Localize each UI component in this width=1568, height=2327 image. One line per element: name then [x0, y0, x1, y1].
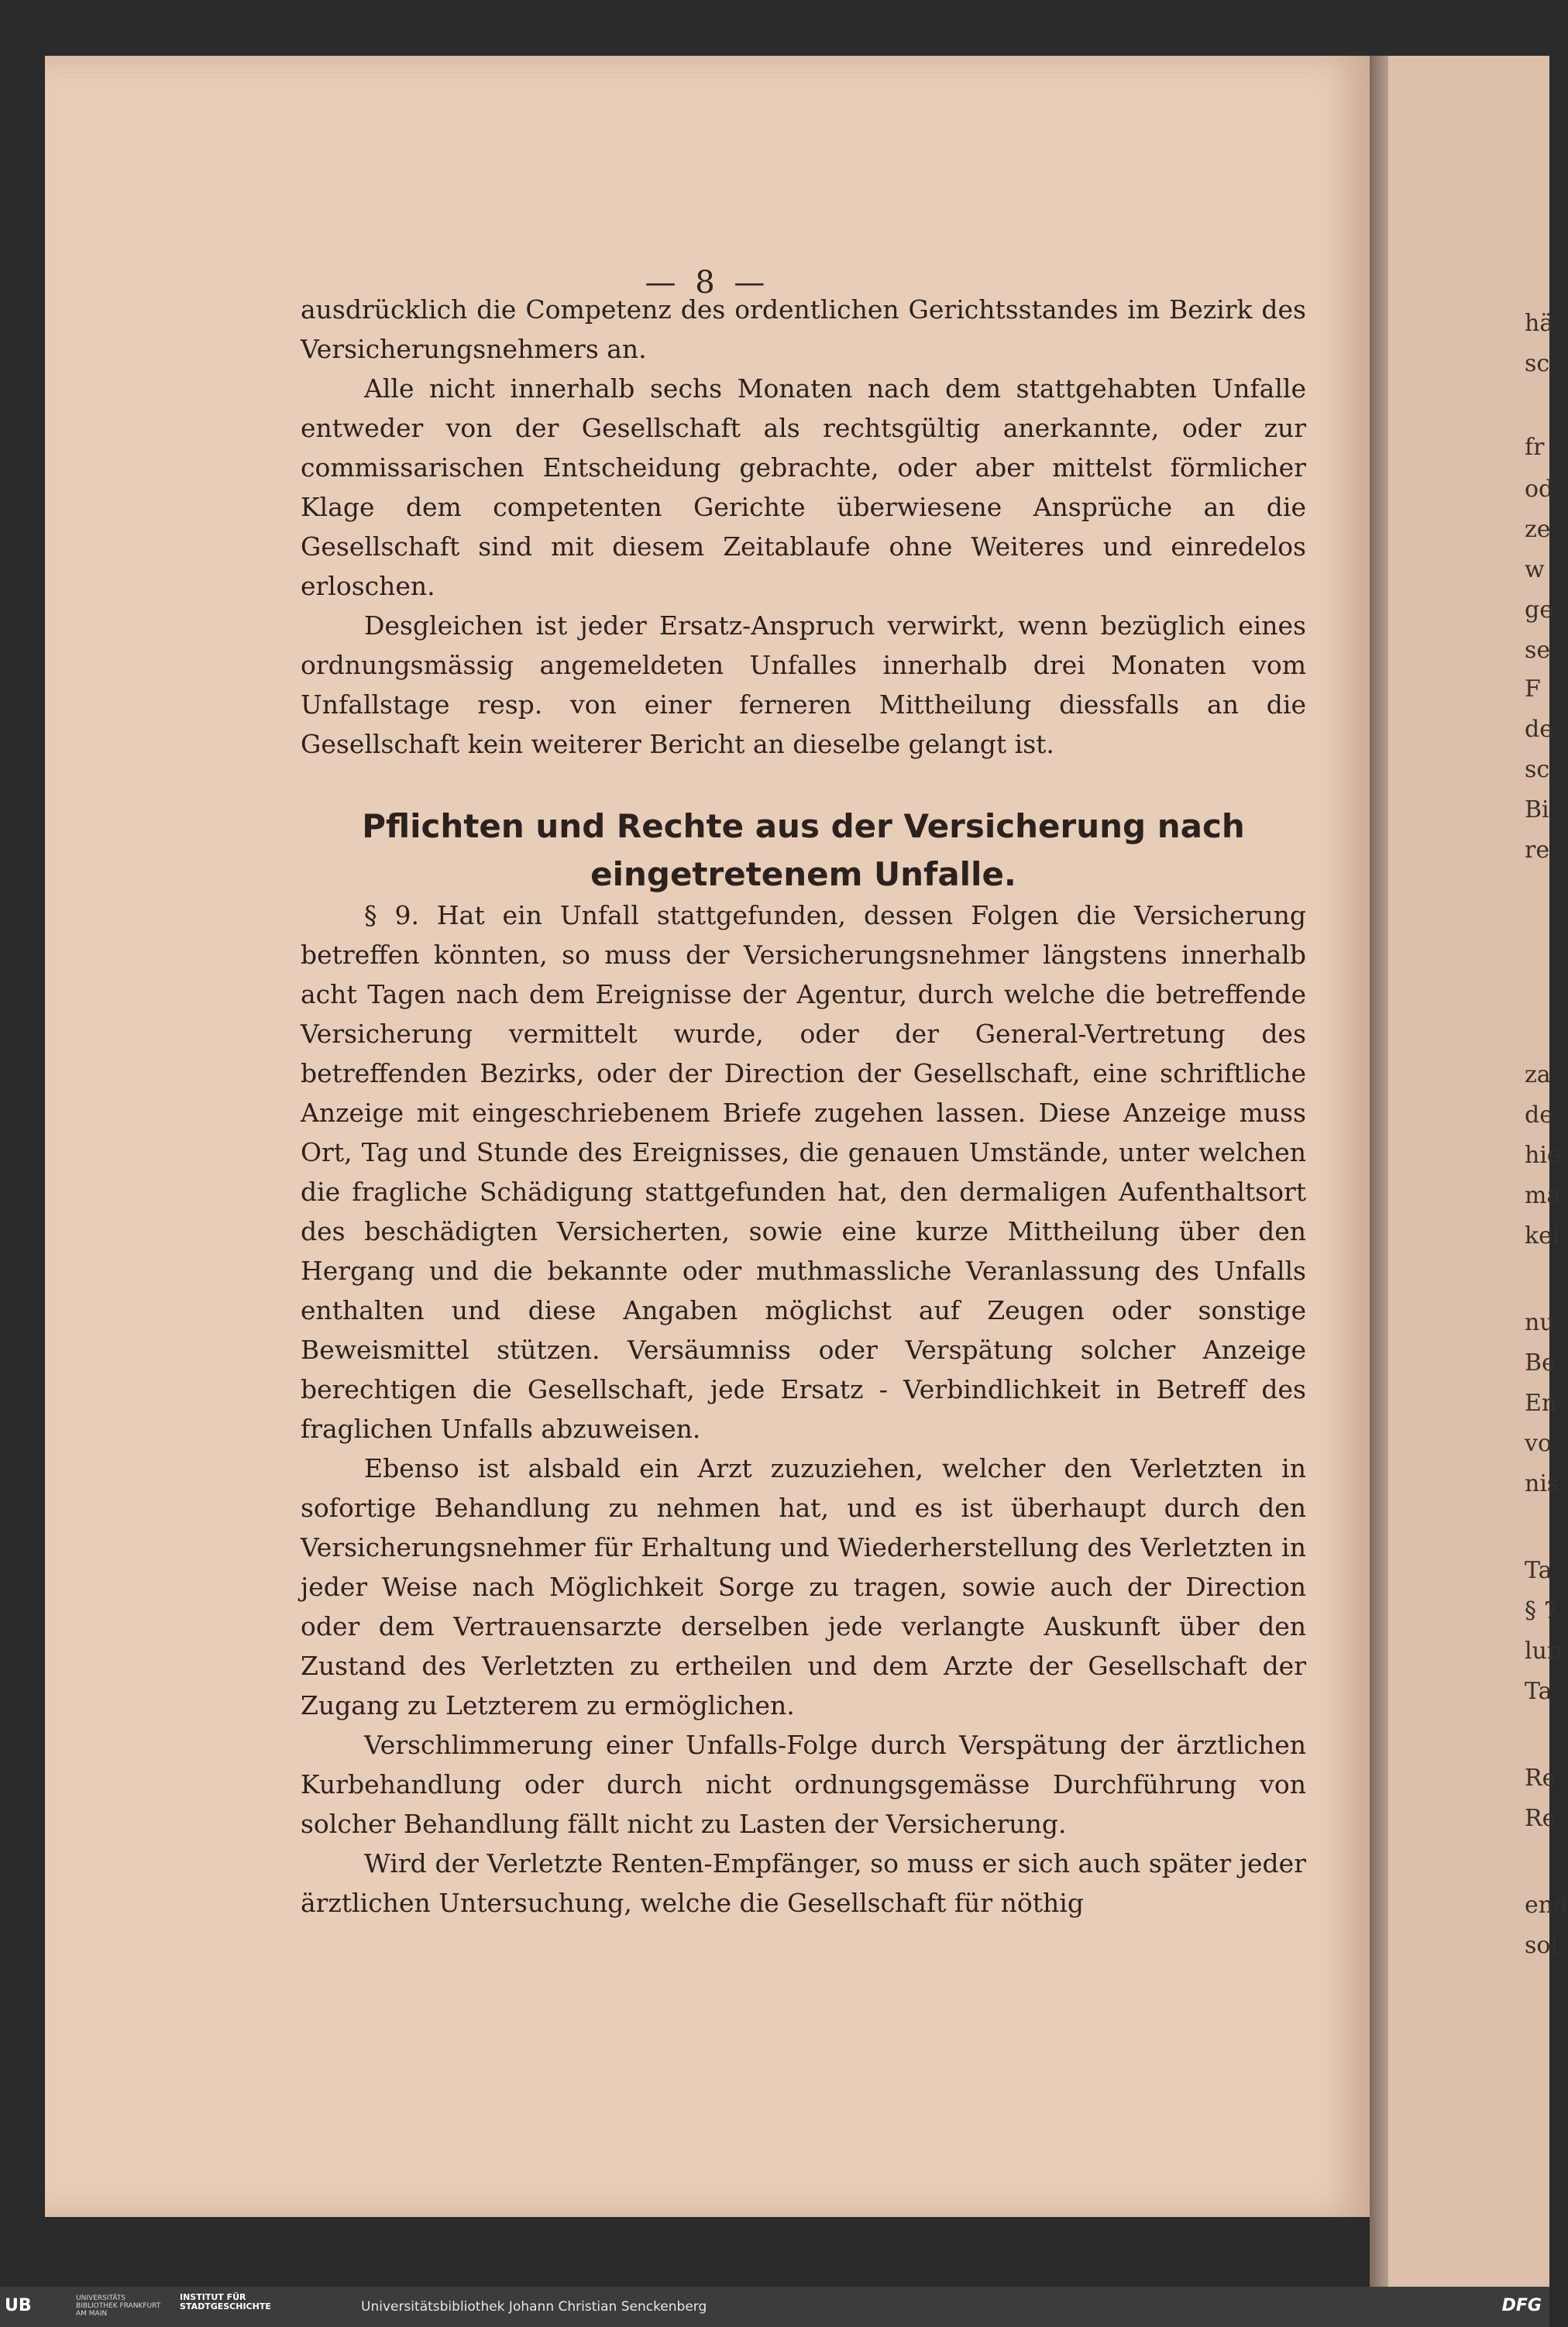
library-credit: Universitätsbibliothek Johann Christian Senckenberg	[361, 2299, 707, 2315]
facing-page-fragment: kei	[1525, 1222, 1560, 1249]
facing-page-fragment: sc	[1525, 756, 1550, 783]
facing-page-fragment: ma	[1525, 1182, 1561, 1209]
institute-logo[interactable]: INSTITUT FÜR STADTGESCHICHTE	[180, 2292, 271, 2312]
facing-page-fragment: ze	[1525, 516, 1551, 543]
facing-page-fragment: Re	[1525, 1765, 1556, 1792]
facing-page-fragment: Ta	[1525, 1678, 1553, 1705]
paragraph-1: ausdrücklich die Competenz des ordentlichen Gerichtsstandes im Bezirk des Versicherungsnehmers an.	[301, 294, 1306, 364]
facing-page-fragment: ge	[1525, 596, 1553, 624]
document-page	[45, 56, 1370, 2217]
facing-page-fragment: sol	[1525, 1932, 1559, 1959]
footer-bar	[0, 2287, 1549, 2327]
facing-page-fragment: nis	[1525, 1470, 1559, 1497]
paragraphs-top	[301, 290, 1306, 764]
facing-page-fragment: Re	[1525, 1805, 1556, 1832]
page-gutter	[1370, 56, 1388, 2287]
facing-page-fragment: od	[1525, 476, 1554, 503]
facing-page-fragment: Bi	[1525, 796, 1549, 823]
facing-page-fragment: Ta	[1525, 1557, 1553, 1584]
facing-page-fragment: se	[1525, 637, 1551, 664]
paragraph-4: § 9. Hat ein Unfall stattgefunden, dessen Folgen die Versicherung betreffen könnten, so muss der Versicherungsnehmer längstens innerhalb acht Tagen nach dem Ereignisse der Agentur, durch welche die betreffende Versicherung vermittelt wurde, oder der General-Vertretung des betreffenden Bezirks, oder der Direction der Gesellschaft, eine schriftliche Anzeige mit eingeschriebenem Briefe zugehen lassen. Diese Anzeige muss Ort, Tag und Stunde des Ereignisses, die genauen Umstände, unter welchen die fragliche Schädigung stattgefunden hat, den dermaligen Aufenthaltsort des beschädigten Versicherten, sowie eine kurze Mittheilung über den Hergang und die bekannte oder muthmassliche Veranlassung des Unfalls enthalten und diese Angaben möglichst auf Zeugen oder sonstige Beweismittel stützen. Versäumniss oder Verspätung solcher Anzeige berechtigen die Gesellschaft, jede Ersatz - Verbindlichkeit in Betreff des fraglichen Unfalls abzuweisen.	[301, 900, 1306, 1444]
paragraph-3: Desgleichen ist jeder Ersatz-Anspruch verwirkt, wenn bezüglich eines ordnungsmässig angemeldeten Unfalles innerhalb drei Monaten vom Unfallstage resp. von einer ferneren Mittheilung diessfalls an die Gesellschaft kein weiterer Bericht an dieselbe gelangt ist.	[301, 610, 1306, 759]
facing-page-fragment: w	[1525, 556, 1545, 583]
paragraphs-bottom	[301, 895, 1306, 1923]
facing-page-fragment: lun	[1525, 1638, 1563, 1665]
facing-page-fragment: fr	[1525, 434, 1545, 461]
paragraph-6: Verschlimmerung einer Unfalls-Folge durch Verspätung der ärztlichen Kurbehandlung oder durch nicht ordnungsgemässe Durchführung von solcher Behandlung fällt nicht zu Lasten der Versicherung.	[301, 1730, 1306, 1839]
section-heading-line-1: Pflichten und Rechte aus der Versicherung nach	[362, 807, 1245, 845]
facing-page-fragment: F	[1525, 675, 1541, 703]
facing-page-fragment: za	[1525, 1061, 1551, 1088]
paragraph-7: Wird der Verletzte Renten-Empfänger, so muss er sich auch später jeder ärztlichen Untersuchung, welche die Gesellschaft für nöthig	[301, 1848, 1306, 1918]
ub-logo[interactable]: UB	[5, 2296, 32, 2315]
facing-page-fragment: Be	[1525, 1349, 1556, 1377]
section-heading-line-2: eingetretenem Unfalle.	[590, 855, 1016, 893]
ub-logo-subtext: UNIVERSITÄTS BIBLIOTHEK FRANKFURT AM MAIN	[76, 2294, 161, 2318]
facing-page-fragment: sc	[1525, 350, 1550, 377]
facing-page-fragment: de	[1525, 1102, 1553, 1129]
facing-page-fragment: de	[1525, 716, 1553, 743]
section-heading	[301, 803, 1306, 899]
paragraph-5: Ebenso ist alsbald ein Arzt zuzuziehen, welcher den Verletzten in sofortige Behandlung zu nehmen hat, und es ist überhaupt durch den Versicherungsnehmer für Erhaltung und Wiederherstellung des Verletzten in jeder Weise nach Möglichkeit Sorge zu tragen, sowie auch der Direction oder dem Vertrauensarzte derselben jede verlangte Auskunft über den Zustand des Verletzten zu ertheilen und dem Arzte der Gesellschaft der Zugang zu Letzterem zu ermöglichen.	[301, 1453, 1306, 1720]
facing-page-fragment: § 7	[1525, 1597, 1559, 1624]
facing-page-fragment: re	[1525, 837, 1550, 864]
page-number: — 8 —	[645, 265, 770, 301]
facing-page-fragment: nu	[1525, 1309, 1555, 1336]
facing-page-fragment: vo	[1525, 1430, 1553, 1457]
dfg-logo[interactable]: DFG	[1501, 2296, 1542, 2315]
facing-page-fragment: hä	[1525, 310, 1554, 337]
facing-page-fragment: En	[1525, 1390, 1557, 1417]
facing-page-fragment: hie	[1525, 1142, 1561, 1169]
paragraph-2: Alle nicht innerhalb sechs Monaten nach dem stattgehabten Unfalle entweder von der Gesellschaft als rechtsgültig anerkannte, oder zur commissarischen Entscheidung gebrachte, oder aber mittelst förmlicher Klage dem competenten Gerichte überwiesene Ansprüche an die Gesellschaft sind mit diesem Zeitablaufe ohne Weiteres und einredelos erloschen.	[301, 373, 1306, 601]
facing-page-fragment: end	[1525, 1892, 1568, 1919]
